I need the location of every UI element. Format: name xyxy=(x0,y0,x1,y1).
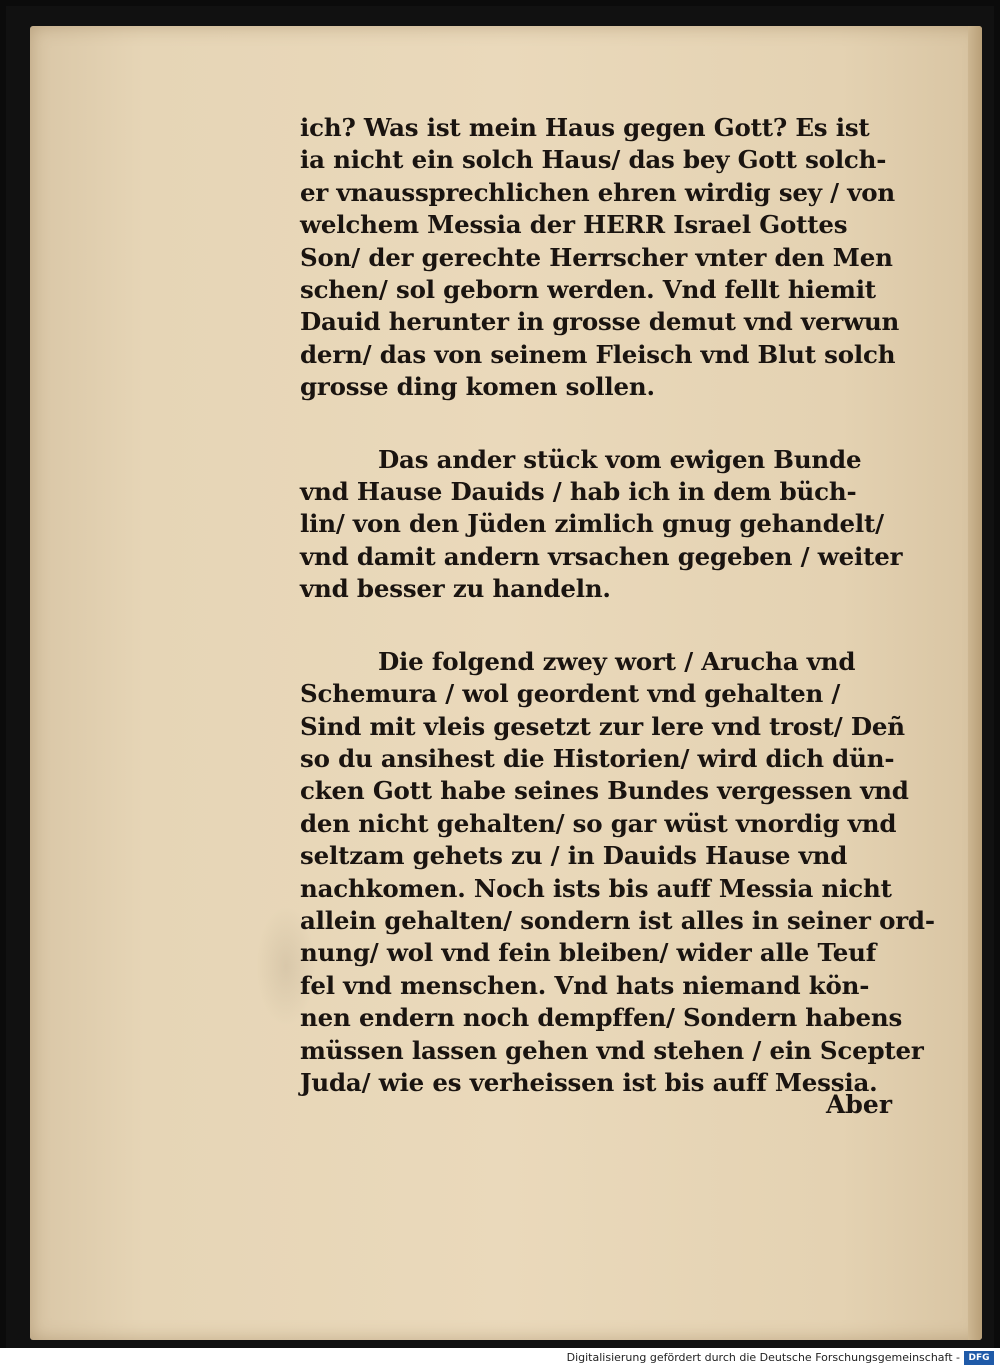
text-line: Sind mit vleis gesetzt zur lere vnd trost/ Deñ xyxy=(300,711,905,741)
text-line: schen/ sol geborn werden. Vnd fellt hiemit xyxy=(300,275,876,305)
text-line: seltzam gehets zu / in Dauids Hause vnd xyxy=(300,841,848,871)
paragraph-gap xyxy=(300,404,900,444)
paragraph-1 xyxy=(300,112,900,404)
text-line: nachkomen. Noch ists bis auff Messia nicht xyxy=(300,873,892,903)
paragraph-2 xyxy=(300,444,903,606)
catchword: Aber xyxy=(826,1090,892,1119)
text-line: grosse ding komen sollen. xyxy=(300,372,655,402)
text-line: nen endern noch dempffen/ Sondern habens xyxy=(300,1003,903,1033)
text-block xyxy=(300,112,935,1099)
text-line: lin/ von den Jüden zimlich gnug gehandelt/ xyxy=(300,509,884,539)
text-line: cken Gott habe seines Bundes vergessen vnd xyxy=(300,776,909,806)
text-line: Son/ der gerechte Herrscher vnter den Men xyxy=(300,242,893,272)
text-line: nung/ wol vnd fein bleiben/ wider alle Teuf xyxy=(300,938,877,968)
text-line: Juda/ wie es verheissen ist bis auff Messia. xyxy=(300,1067,878,1097)
text-line: Dauid herunter in grosse demut vnd verwun xyxy=(300,307,900,337)
text-line: ich? Was ist mein Haus gegen Gott? Es ist xyxy=(300,113,870,142)
text-line: fel vnd menschen. Vnd hats niemand kön- xyxy=(300,970,870,1000)
text-line: so du ansihest die Historien/ wird dich dün- xyxy=(300,743,895,773)
text-line: vnd besser zu handeln. xyxy=(300,574,611,604)
paragraph-gap xyxy=(300,606,900,646)
text-line: müssen lassen gehen vnd stehen / ein Scepter xyxy=(300,1035,924,1065)
footer-credit: Digitalisierung gefördert durch die Deutsche Forschungsgemeinschaft - xyxy=(566,1351,960,1364)
footer-bar xyxy=(0,1348,1000,1368)
page-edge xyxy=(968,26,982,1340)
text-line: dern/ das von seinem Fleisch vnd Blut solch xyxy=(300,339,896,369)
text-line: er vnaussprechlichen ehren wirdig sey / von xyxy=(300,177,896,207)
text-line: Die folgend zwey wort / Arucha vnd xyxy=(378,646,856,676)
text-line: allein gehalten/ sondern ist alles in seiner ord- xyxy=(300,905,935,935)
text-line: ia nicht ein solch Haus/ das bey Gott solch- xyxy=(300,145,887,175)
text-line: Das ander stück vom ewigen Bunde xyxy=(378,444,862,474)
text-line: vnd Hause Dauids / hab ich in dem büch- xyxy=(300,477,857,507)
text-line: vnd damit andern vrsachen gegeben / weiter xyxy=(300,541,903,571)
dfg-logo: DFG xyxy=(964,1351,994,1365)
paragraph-3 xyxy=(300,646,935,1100)
text-line: Schemura / wol geordent vnd gehalten / xyxy=(300,679,841,709)
text-line: den nicht gehalten/ so gar wüst vnordig vnd xyxy=(300,808,897,838)
text-line: welchem Messia der HERR Israel Gottes xyxy=(300,210,848,240)
